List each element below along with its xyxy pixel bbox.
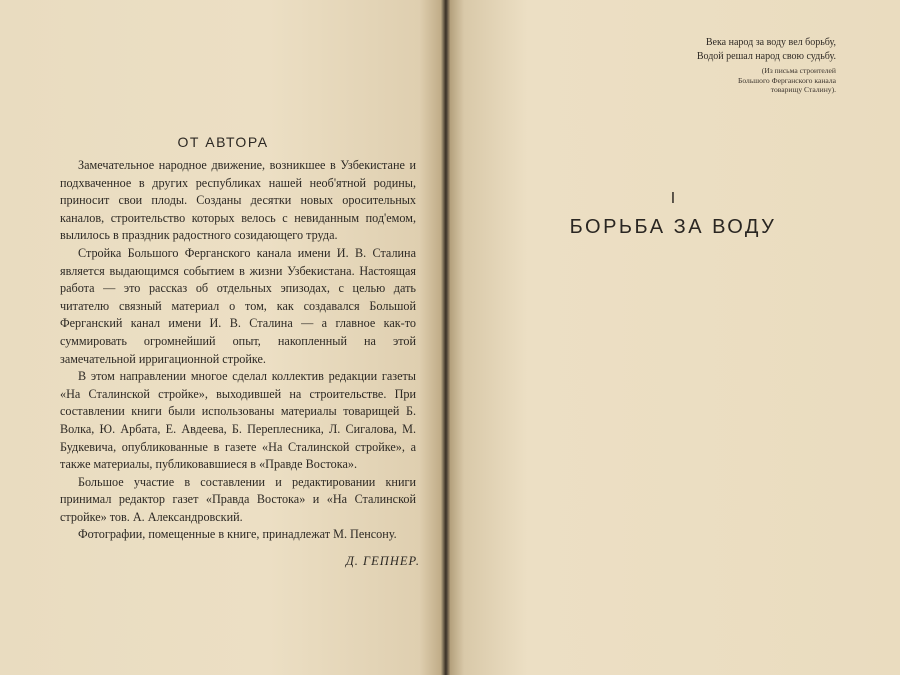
foreword-paragraph: Замечательное народное движение, возникшее в Узбекистане и подхваченное в других республиках нашей необ'ятной родины, приносит свои плоды. Созданы десятки новых оросительных каналов, строительство которых велось с невиданным под'емом, вылилось в праздник радостного созидающего труда. bbox=[60, 158, 416, 243]
foreword-paragraph: Фотографии, помещенные в книге, принадлежат М. Пенсону. bbox=[78, 527, 397, 542]
epigraph-line: Водой решал народ свою судьбу. bbox=[696, 51, 836, 62]
book-gutter bbox=[441, 0, 450, 675]
epigraph-source-line: товарищу Сталину). bbox=[770, 85, 836, 94]
foreword-paragraph: Стройка Большого Ферганского канала имени И. В. Сталина является выдающимся событием в жизни Узбекистана. Настоящая работа — это рассказ об отдельных эпизодах, с целью дать читателю связный материал о том, как создавался Большой Ферганский канал имени И. В. Сталина — а главное как-то суммировать огромнейший опыт, накопленный на этой замечательной ирригационной стройке. bbox=[60, 245, 416, 366]
right-page bbox=[446, 0, 900, 675]
epigraph-line: Века народ за воду вел борьбу, bbox=[705, 37, 836, 48]
chapter-number: I bbox=[670, 190, 676, 207]
author-foreword-heading: ОТ АВТОРА bbox=[177, 134, 269, 150]
foreword-paragraph: Большое участие в составлении и редактировании книги принимал редактор газет «Правда Востока» и «На Сталинской стройке» тов. А. Александровский. bbox=[60, 474, 416, 524]
foreword-body bbox=[60, 157, 416, 544]
epigraph-source bbox=[680, 66, 836, 95]
chapter-title: БОРЬБА ЗА ВОДУ bbox=[569, 216, 777, 238]
author-signature: Д. ГЕПНЕР. bbox=[345, 554, 420, 568]
epigraph-source-line: Большого Ферганского канала bbox=[738, 75, 836, 85]
foreword-paragraph: В этом направлении многое сделал коллектив редакции газеты «На Сталинской стройке», выходившей на строительстве. При составлении книги были использованы материалы товарищей Б. Волка, Ю. Арбата, Е. Авдеева, Б. Переплесника, Л. Сигалова, М. Будкевича, опубликованные в газете «На Сталинской стройке», а также материалы, публиковавшиеся в «Правде Востока». bbox=[60, 369, 416, 472]
epigraph-source-line: (Из письма строителей bbox=[761, 66, 836, 75]
epigraph bbox=[640, 36, 836, 64]
